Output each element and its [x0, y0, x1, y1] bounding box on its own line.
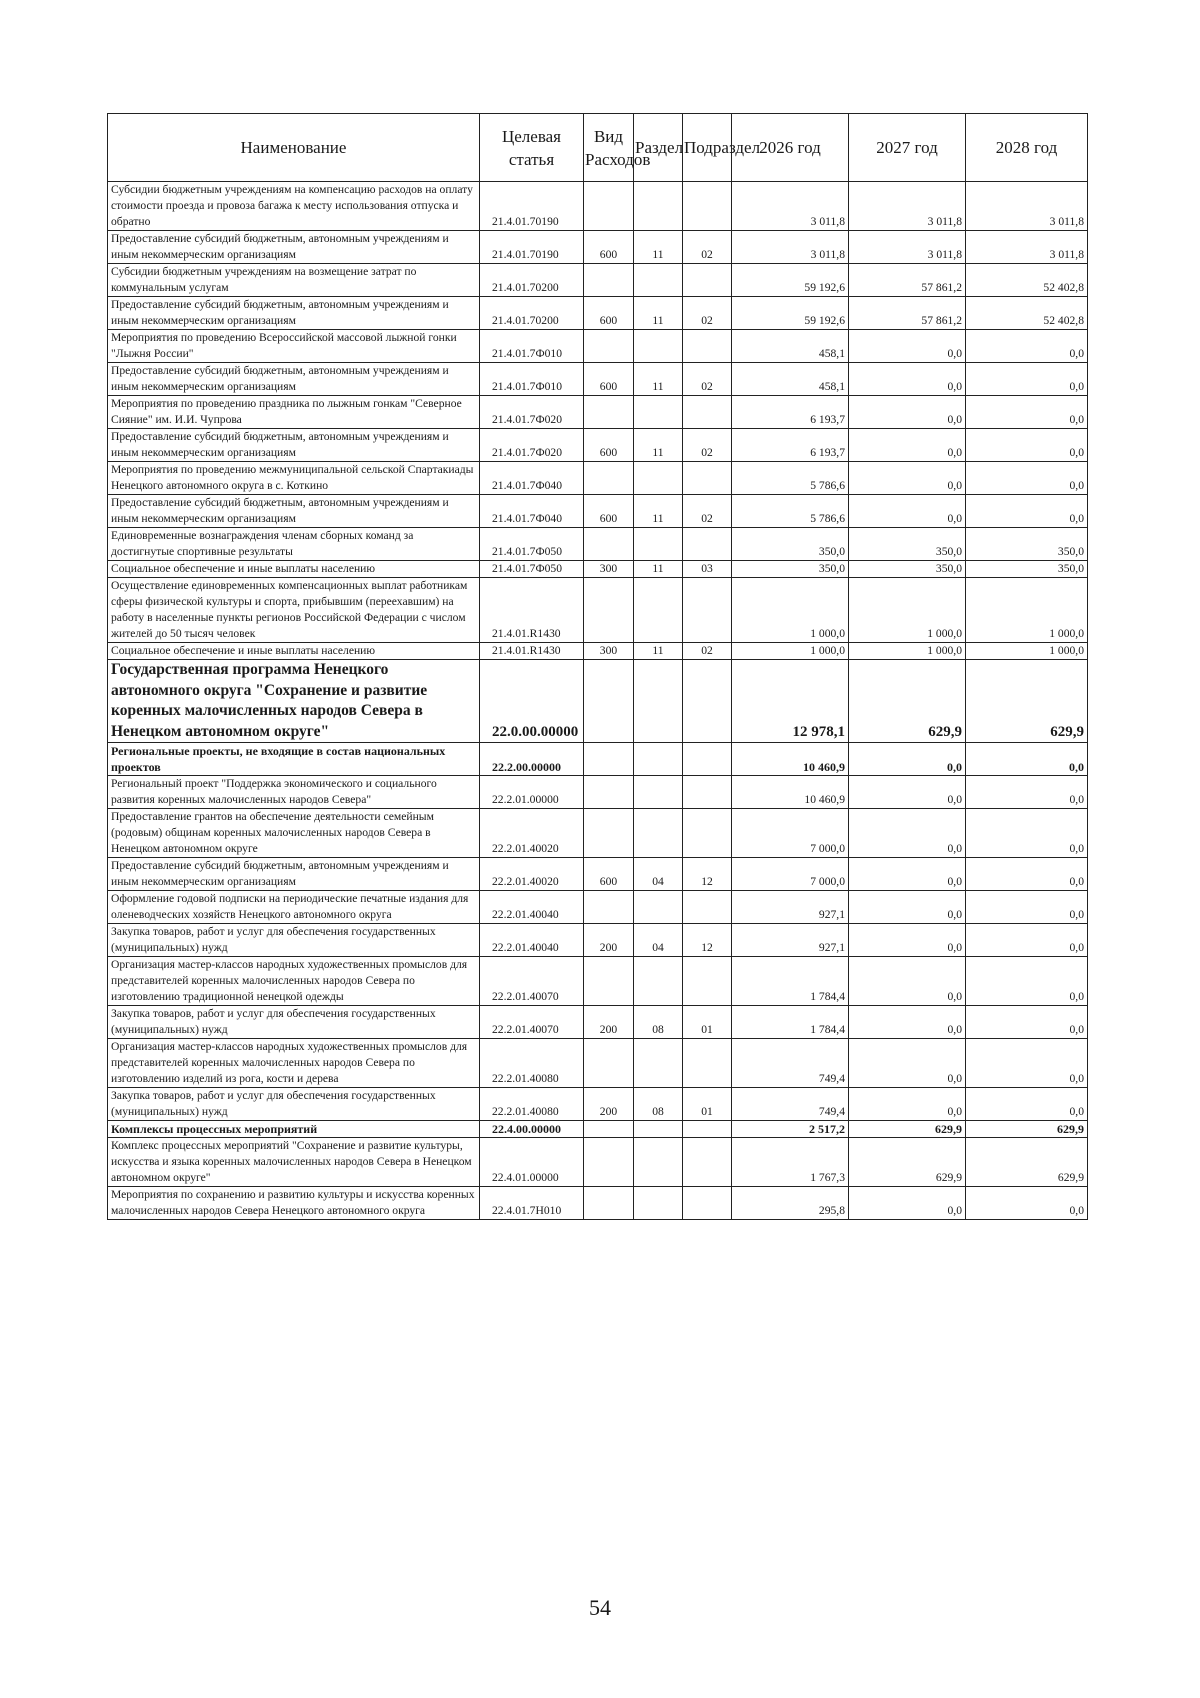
row-subsection: [683, 330, 732, 363]
row-amount-2026: 10 460,9: [732, 776, 849, 809]
row-name: Организация мастер-классов народных художественных промыслов для представителей коренных малочисленных народов Севера по изготовлению изделий из рога, кости и дерева: [108, 1039, 480, 1088]
header-target: Целевая статья: [480, 114, 584, 182]
table-row: [108, 1039, 1088, 1088]
table-body: [108, 182, 1088, 1220]
row-target-code: 21.4.01.R1430: [480, 578, 584, 643]
row-target-code: 21.4.01.7Ф020: [480, 429, 584, 462]
row-amount-2027: 0,0: [849, 858, 966, 891]
row-amount-2027: 0,0: [849, 743, 966, 776]
row-section: [634, 743, 683, 776]
header-section: Раздел: [634, 114, 683, 182]
row-section: 08: [634, 1088, 683, 1121]
row-subsection: 01: [683, 1006, 732, 1039]
row-subsection: 03: [683, 561, 732, 578]
row-expenditure-type: [584, 1187, 634, 1220]
row-expenditure-type: 300: [584, 643, 634, 660]
row-amount-2028: 0,0: [966, 891, 1088, 924]
row-expenditure-type: 600: [584, 297, 634, 330]
row-target-code: 21.4.01.70190: [480, 182, 584, 231]
row-name: Организация мастер-классов народных художественных промыслов для представителей коренных малочисленных народов Севера по изготовлению традиционной ненецкой одежды: [108, 957, 480, 1006]
row-amount-2026: 5 786,6: [732, 495, 849, 528]
row-target-code: 21.4.01.7Ф050: [480, 528, 584, 561]
header-row: [108, 114, 1088, 182]
row-amount-2026: 59 192,6: [732, 264, 849, 297]
row-amount-2026: 59 192,6: [732, 297, 849, 330]
row-expenditure-type: [584, 957, 634, 1006]
row-subsection: [683, 264, 732, 297]
row-subsection: 12: [683, 858, 732, 891]
row-name: Комплекс процессных мероприятий "Сохранение и развитие культуры, искусства и языка коренных малочисленных народов Севера в Ненецком автономном округе": [108, 1138, 480, 1187]
row-expenditure-type: 300: [584, 561, 634, 578]
row-amount-2026: 1 767,3: [732, 1138, 849, 1187]
row-subsection: 02: [683, 643, 732, 660]
row-amount-2027: 3 011,8: [849, 182, 966, 231]
table-row: [108, 1088, 1088, 1121]
row-target-code: 22.2.01.00000: [480, 776, 584, 809]
row-target-code: 21.4.01.7Ф050: [480, 561, 584, 578]
table-row: [108, 231, 1088, 264]
row-amount-2028: 0,0: [966, 429, 1088, 462]
row-section: 04: [634, 858, 683, 891]
row-target-code: 22.2.01.40040: [480, 891, 584, 924]
row-subsection: [683, 957, 732, 1006]
row-expenditure-type: [584, 776, 634, 809]
row-amount-2026: 10 460,9: [732, 743, 849, 776]
row-amount-2027: 0,0: [849, 1039, 966, 1088]
row-expenditure-type: 600: [584, 429, 634, 462]
row-name: Мероприятия по сохранению и развитию культуры и искусства коренных малочисленных народов Севера Ненецкого автономного округа: [108, 1187, 480, 1220]
row-target-code: 22.2.01.40080: [480, 1088, 584, 1121]
row-amount-2028: 1 000,0: [966, 643, 1088, 660]
row-subsection: [683, 660, 732, 743]
table-row: [108, 1138, 1088, 1187]
row-expenditure-type: [584, 891, 634, 924]
row-subsection: 02: [683, 495, 732, 528]
row-amount-2026: 749,4: [732, 1039, 849, 1088]
row-target-code: 22.0.00.00000: [480, 660, 584, 743]
row-name: Государственная программа Ненецкого автономного округа "Сохранение и развитие коренных малочисленных народов Севера в Ненецком автономном округе": [108, 660, 480, 743]
row-amount-2028: 52 402,8: [966, 264, 1088, 297]
row-name: Предоставление субсидий бюджетным, автономным учреждениям и иным некоммерческим организациям: [108, 297, 480, 330]
row-expenditure-type: [584, 396, 634, 429]
table-row: [108, 264, 1088, 297]
table-row: [108, 330, 1088, 363]
row-section: [634, 330, 683, 363]
row-amount-2026: 12 978,1: [732, 660, 849, 743]
row-target-code: 22.2.01.40070: [480, 957, 584, 1006]
row-amount-2028: 629,9: [966, 1138, 1088, 1187]
row-section: 11: [634, 429, 683, 462]
row-amount-2027: 1 000,0: [849, 643, 966, 660]
row-subsection: [683, 1187, 732, 1220]
row-amount-2026: 749,4: [732, 1088, 849, 1121]
row-name: Закупка товаров, работ и услуг для обеспечения государственных (муниципальных) нужд: [108, 1006, 480, 1039]
header-2026: 2026 год: [732, 114, 849, 182]
header-subsection: Подраздел: [683, 114, 732, 182]
row-subsection: [683, 809, 732, 858]
row-target-code: 22.2.01.40020: [480, 858, 584, 891]
row-section: [634, 957, 683, 1006]
row-amount-2028: 1 000,0: [966, 578, 1088, 643]
row-section: 11: [634, 561, 683, 578]
row-expenditure-type: [584, 1039, 634, 1088]
table-row: [108, 297, 1088, 330]
row-expenditure-type: [584, 330, 634, 363]
table-row: [108, 561, 1088, 578]
row-target-code: 22.4.01.00000: [480, 1138, 584, 1187]
row-amount-2027: 0,0: [849, 1088, 966, 1121]
row-amount-2028: 350,0: [966, 561, 1088, 578]
table-row: [108, 396, 1088, 429]
row-target-code: 21.4.01.7Ф040: [480, 495, 584, 528]
row-name: Оформление годовой подписки на периодические печатные издания для оленеводческих хозяйств Ненецкого автономного округа: [108, 891, 480, 924]
row-name: Осуществление единовременных компенсационных выплат работникам сферы физической культуры и спорта, прибывшим (переехавшим) на работу в населенные пункты регионов Российской Федерации с числом жителей до 50 тысяч человек: [108, 578, 480, 643]
row-section: 11: [634, 495, 683, 528]
row-subsection: [683, 891, 732, 924]
table-row: [108, 776, 1088, 809]
row-expenditure-type: 600: [584, 231, 634, 264]
row-section: 11: [634, 231, 683, 264]
row-subsection: [683, 462, 732, 495]
row-amount-2027: 0,0: [849, 429, 966, 462]
row-amount-2026: 295,8: [732, 1187, 849, 1220]
row-amount-2026: 1 784,4: [732, 1006, 849, 1039]
row-amount-2027: 0,0: [849, 1006, 966, 1039]
row-amount-2026: 1 000,0: [732, 578, 849, 643]
row-amount-2027: 0,0: [849, 891, 966, 924]
row-section: [634, 660, 683, 743]
row-amount-2026: 458,1: [732, 330, 849, 363]
row-amount-2027: 629,9: [849, 1121, 966, 1138]
row-section: [634, 528, 683, 561]
header-expenditure-type: Вид Расходов: [584, 114, 634, 182]
row-amount-2027: 0,0: [849, 330, 966, 363]
row-expenditure-type: [584, 743, 634, 776]
row-amount-2027: 57 861,2: [849, 297, 966, 330]
row-amount-2026: 3 011,8: [732, 231, 849, 264]
row-amount-2027: 3 011,8: [849, 231, 966, 264]
row-amount-2028: 0,0: [966, 363, 1088, 396]
row-amount-2026: 927,1: [732, 924, 849, 957]
row-name: Региональные проекты, не входящие в состав национальных проектов: [108, 743, 480, 776]
row-amount-2028: 629,9: [966, 660, 1088, 743]
row-amount-2026: 927,1: [732, 891, 849, 924]
row-subsection: [683, 1039, 732, 1088]
row-amount-2028: 0,0: [966, 1039, 1088, 1088]
row-amount-2026: 7 000,0: [732, 809, 849, 858]
row-subsection: [683, 1121, 732, 1138]
row-amount-2027: 350,0: [849, 528, 966, 561]
row-amount-2028: 0,0: [966, 924, 1088, 957]
row-target-code: 22.2.01.40040: [480, 924, 584, 957]
row-section: [634, 1187, 683, 1220]
row-amount-2028: 0,0: [966, 1006, 1088, 1039]
row-section: 11: [634, 363, 683, 396]
row-subsection: [683, 182, 732, 231]
row-expenditure-type: 200: [584, 1006, 634, 1039]
row-amount-2027: 0,0: [849, 462, 966, 495]
row-amount-2028: 0,0: [966, 1088, 1088, 1121]
row-amount-2026: 6 193,7: [732, 429, 849, 462]
row-amount-2027: 629,9: [849, 660, 966, 743]
row-subsection: 02: [683, 429, 732, 462]
table-row: [108, 1006, 1088, 1039]
row-amount-2027: 0,0: [849, 1187, 966, 1220]
table-row: [108, 858, 1088, 891]
row-target-code: 21.4.01.7Ф040: [480, 462, 584, 495]
row-name: Комплексы процессных мероприятий: [108, 1121, 480, 1138]
row-amount-2026: 1 000,0: [732, 643, 849, 660]
row-amount-2027: 0,0: [849, 809, 966, 858]
row-expenditure-type: [584, 264, 634, 297]
table-row: [108, 1187, 1088, 1220]
row-name: Мероприятия по проведению Всероссийской массовой лыжной гонки "Лыжня России": [108, 330, 480, 363]
row-section: [634, 1121, 683, 1138]
table-row: [108, 957, 1088, 1006]
header-name: Наименование: [108, 114, 480, 182]
row-target-code: 22.2.00.00000: [480, 743, 584, 776]
row-amount-2027: 0,0: [849, 495, 966, 528]
row-expenditure-type: [584, 809, 634, 858]
row-amount-2027: 0,0: [849, 924, 966, 957]
row-target-code: 22.4.01.7Н010: [480, 1187, 584, 1220]
table-row: [108, 429, 1088, 462]
row-amount-2026: 458,1: [732, 363, 849, 396]
row-amount-2028: 0,0: [966, 809, 1088, 858]
row-name: Субсидии бюджетным учреждениям на возмещение затрат по коммунальным услугам: [108, 264, 480, 297]
row-section: [634, 264, 683, 297]
row-amount-2028: 0,0: [966, 330, 1088, 363]
row-expenditure-type: 600: [584, 858, 634, 891]
row-amount-2027: 0,0: [849, 957, 966, 1006]
row-target-code: 21.4.01.7Ф010: [480, 330, 584, 363]
row-name: Закупка товаров, работ и услуг для обеспечения государственных (муниципальных) нужд: [108, 924, 480, 957]
row-amount-2027: 1 000,0: [849, 578, 966, 643]
row-target-code: 21.4.01.70200: [480, 297, 584, 330]
table-row: [108, 809, 1088, 858]
row-expenditure-type: [584, 182, 634, 231]
row-name: Социальное обеспечение и иные выплаты населению: [108, 643, 480, 660]
header-2027: 2027 год: [849, 114, 966, 182]
table-row: [108, 578, 1088, 643]
row-section: 11: [634, 297, 683, 330]
row-target-code: 21.4.01.70190: [480, 231, 584, 264]
row-amount-2028: 0,0: [966, 776, 1088, 809]
row-target-code: 22.2.01.40020: [480, 809, 584, 858]
row-subsection: [683, 396, 732, 429]
row-amount-2028: 0,0: [966, 1187, 1088, 1220]
row-name: Социальное обеспечение и иные выплаты населению: [108, 561, 480, 578]
row-subsection: [683, 743, 732, 776]
row-target-code: 21.4.01.7Ф020: [480, 396, 584, 429]
row-expenditure-type: 200: [584, 1088, 634, 1121]
row-amount-2028: 0,0: [966, 495, 1088, 528]
row-name: Региональный проект "Поддержка экономического и социального развития коренных малочисленных народов Севера": [108, 776, 480, 809]
table-row: [108, 182, 1088, 231]
row-target-code: 21.4.01.7Ф010: [480, 363, 584, 396]
row-section: [634, 182, 683, 231]
table-row: [108, 743, 1088, 776]
row-amount-2026: 7 000,0: [732, 858, 849, 891]
table-row: [108, 528, 1088, 561]
row-name: Предоставление субсидий бюджетным, автономным учреждениям и иным некоммерческим организациям: [108, 858, 480, 891]
table-row: [108, 643, 1088, 660]
row-target-code: 22.2.01.40070: [480, 1006, 584, 1039]
row-expenditure-type: [584, 528, 634, 561]
row-amount-2026: 3 011,8: [732, 182, 849, 231]
row-amount-2028: 629,9: [966, 1121, 1088, 1138]
row-subsection: 02: [683, 363, 732, 396]
row-subsection: [683, 528, 732, 561]
row-expenditure-type: 600: [584, 495, 634, 528]
row-subsection: [683, 776, 732, 809]
row-amount-2027: 350,0: [849, 561, 966, 578]
row-subsection: 02: [683, 297, 732, 330]
page-number: 54: [589, 1595, 611, 1620]
row-amount-2026: 6 193,7: [732, 396, 849, 429]
row-subsection: 02: [683, 231, 732, 264]
row-section: [634, 578, 683, 643]
row-expenditure-type: 200: [584, 924, 634, 957]
row-expenditure-type: 600: [584, 363, 634, 396]
row-amount-2028: 0,0: [966, 462, 1088, 495]
row-amount-2026: 1 784,4: [732, 957, 849, 1006]
row-section: [634, 462, 683, 495]
row-amount-2026: 350,0: [732, 528, 849, 561]
row-subsection: [683, 1138, 732, 1187]
row-section: [634, 396, 683, 429]
row-name: Мероприятия по проведению межмуниципальной сельской Спартакиады Ненецкого автономного округа в с. Коткино: [108, 462, 480, 495]
budget-table: [107, 113, 1088, 1220]
row-target-code: 21.4.01.70200: [480, 264, 584, 297]
table-row: [108, 891, 1088, 924]
row-amount-2028: 0,0: [966, 858, 1088, 891]
row-amount-2026: 350,0: [732, 561, 849, 578]
table-row: [108, 495, 1088, 528]
row-section: [634, 1138, 683, 1187]
row-name: Закупка товаров, работ и услуг для обеспечения государственных (муниципальных) нужд: [108, 1088, 480, 1121]
row-name: Предоставление субсидий бюджетным, автономным учреждениям и иным некоммерческим организациям: [108, 363, 480, 396]
row-amount-2028: 0,0: [966, 743, 1088, 776]
row-expenditure-type: [584, 578, 634, 643]
row-name: Единовременные вознаграждения членам сборных команд за достигнутые спортивные результаты: [108, 528, 480, 561]
row-section: [634, 891, 683, 924]
row-amount-2028: 350,0: [966, 528, 1088, 561]
row-section: [634, 809, 683, 858]
row-section: 08: [634, 1006, 683, 1039]
row-target-code: 22.2.01.40080: [480, 1039, 584, 1088]
table-row: [108, 924, 1088, 957]
row-section: [634, 776, 683, 809]
row-target-code: 22.4.00.00000: [480, 1121, 584, 1138]
row-amount-2027: 0,0: [849, 776, 966, 809]
row-name: Мероприятия по проведению праздника по лыжным гонкам "Северное Сияние" им. И.И. Чупрова: [108, 396, 480, 429]
row-section: 04: [634, 924, 683, 957]
table-row: [108, 1121, 1088, 1138]
row-amount-2028: 52 402,8: [966, 297, 1088, 330]
row-name: Предоставление грантов на обеспечение деятельности семейным (родовым) общинам коренных малочисленных народов Севера в Ненецком автономном округе: [108, 809, 480, 858]
row-expenditure-type: [584, 660, 634, 743]
header-2028: 2028 год: [966, 114, 1088, 182]
row-name: Субсидии бюджетным учреждениям на компенсацию расходов на оплату стоимости проезда и провоза багажа к месту использования отпуска и обратно: [108, 182, 480, 231]
table-row: [108, 660, 1088, 743]
row-name: Предоставление субсидий бюджетным, автономным учреждениям и иным некоммерческим организациям: [108, 495, 480, 528]
row-section: [634, 1039, 683, 1088]
row-amount-2027: 0,0: [849, 396, 966, 429]
row-amount-2027: 629,9: [849, 1138, 966, 1187]
row-amount-2028: 0,0: [966, 396, 1088, 429]
row-name: Предоставление субсидий бюджетным, автономным учреждениям и иным некоммерческим организациям: [108, 231, 480, 264]
row-target-code: 21.4.01.R1430: [480, 643, 584, 660]
row-name: Предоставление субсидий бюджетным, автономным учреждениям и иным некоммерческим организациям: [108, 429, 480, 462]
row-subsection: 12: [683, 924, 732, 957]
row-amount-2028: 3 011,8: [966, 231, 1088, 264]
row-subsection: [683, 578, 732, 643]
row-expenditure-type: [584, 1138, 634, 1187]
row-amount-2026: 2 517,2: [732, 1121, 849, 1138]
row-subsection: 01: [683, 1088, 732, 1121]
row-section: 11: [634, 643, 683, 660]
row-amount-2028: 0,0: [966, 957, 1088, 1006]
table-row: [108, 363, 1088, 396]
row-expenditure-type: [584, 462, 634, 495]
row-expenditure-type: [584, 1121, 634, 1138]
row-amount-2026: 5 786,6: [732, 462, 849, 495]
row-amount-2027: 0,0: [849, 363, 966, 396]
row-amount-2028: 3 011,8: [966, 182, 1088, 231]
table-row: [108, 462, 1088, 495]
row-amount-2027: 57 861,2: [849, 264, 966, 297]
